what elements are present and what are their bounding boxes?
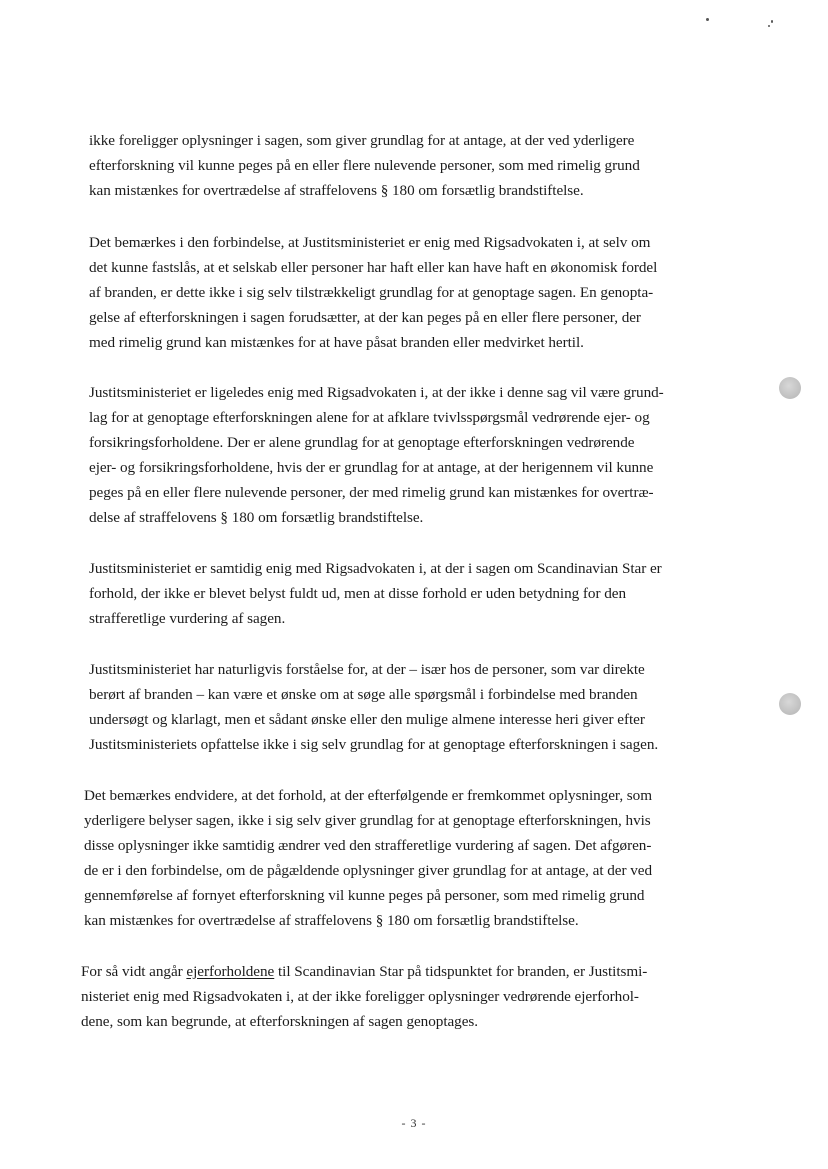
text-line: undersøgt og klarlagt, men et sådant ønske eller den mulige almene interesse heri giver efter [89, 711, 645, 728]
hole-punch-mark [779, 693, 801, 715]
text-line: strafferetlige vurdering af sagen. [89, 610, 286, 627]
text-fragment: For så vidt angår [81, 963, 187, 980]
underlined-term: ejerforholdene [186, 963, 275, 980]
text-line: af branden, er dette ikke i sig selv tilstrækkeligt grundlag for at genoptage sagen. En genopta- [89, 284, 654, 301]
text-line: yderligere belyser sagen, ikke i sig selv giver grundlag for at genoptage efterforskningen, hvis [84, 812, 651, 829]
text-line: berørt af branden – kan være et ønske om at søge alle spørgsmål i forbindelse med branden [89, 686, 638, 703]
text-line: Det bemærkes i den forbindelse, at Justitsministeriet er enig med Rigsadvokaten i, at selv om [89, 234, 651, 251]
text-line: Det bemærkes endvidere, at det forhold, at der efterfølgende er fremkommet oplysninger, som [84, 787, 652, 804]
text-fragment: til Scandinavian Star på tidspunktet for branden, er Justitsmi- [274, 963, 648, 980]
scan-speck [706, 18, 709, 21]
text-line: nisteriet enig med Rigsadvokaten i, at der ikke foreligger oplysninger vedrørende ejerforhol- [81, 988, 639, 1005]
text-line: med rimelig grund kan mistænkes for at have påsat branden eller medvirket hertil. [89, 334, 584, 351]
text-line-with-underline [81, 962, 647, 982]
text-line: det kunne fastslås, at et selskab eller personer har haft eller kan have haft en økonomisk fordel [89, 259, 658, 276]
text-line: Justitsministeriet er ligeledes enig med Rigsadvokaten i, at der ikke i denne sag vil være grund- [89, 384, 664, 401]
page-number: - 3 - [401, 1116, 427, 1130]
text-line: kan mistænkes for overtrædelse af straffelovens § 180 om forsætlig brandstiftelse. [89, 182, 584, 199]
text-line: kan mistænkes for overtrædelse af straffelovens § 180 om forsætlig brandstiftelse. [84, 912, 579, 929]
text-line: forhold, der ikke er blevet belyst fuldt ud, men at disse forhold er uden betydning for den [89, 585, 626, 602]
text-line: de er i den forbindelse, om de pågældende oplysninger giver grundlag for at antage, at der ved [84, 862, 653, 879]
text-line: ejer- og forsikringsforholdene, hvis der er grundlag for at antage, at der herigennem vil kunne [89, 459, 654, 476]
hole-punch-mark [779, 377, 801, 399]
text-line: dene, som kan begrunde, at efterforskningen af sagen genoptages. [81, 1013, 479, 1030]
text-line: peges på en eller flere nulevende personer, der med rimelig grund kan mistænkes for overtræ- [89, 484, 654, 501]
text-line: disse oplysninger ikke samtidig ændrer ved den strafferetlige vurdering af sagen. Det afgøren- [84, 837, 652, 854]
text-line: efterforskning vil kunne peges på en eller flere nulevende personer, som med rimelig grund [89, 157, 640, 174]
text-line: gennemførelse af fornyet efterforskning vil kunne peges på personer, som med rimelig grund [84, 887, 645, 904]
text-line: Justitsministeriet er samtidig enig med Rigsadvokaten i, at der i sagen om Scandinavian Star er [89, 560, 662, 577]
scan-speck [771, 20, 773, 23]
text-line: ikke foreligger oplysninger i sagen, som giver grundlag for at antage, at der ved yderligere [89, 132, 635, 149]
scan-speck [768, 25, 770, 27]
text-line: Justitsministeriet har naturligvis forståelse for, at der – især hos de personer, som var direkte [89, 661, 645, 678]
text-line: forsikringsforholdene. Der er alene grundlag for at genoptage efterforskningen vedrørende [89, 434, 635, 451]
text-line: lag for at genoptage efterforskningen alene for at afklare tvivlsspørgsmål vedrørende ejer- og [89, 409, 650, 426]
text-line: delse af straffelovens § 180 om forsætlig brandstiftelse. [89, 509, 424, 526]
text-line: gelse af efterforskningen i sagen forudsætter, at der kan peges på en eller flere personer, der [89, 309, 641, 326]
text-line: Justitsministeriets opfattelse ikke i sig selv grundlag for at genoptage efterforskningen i sagen. [89, 736, 659, 753]
